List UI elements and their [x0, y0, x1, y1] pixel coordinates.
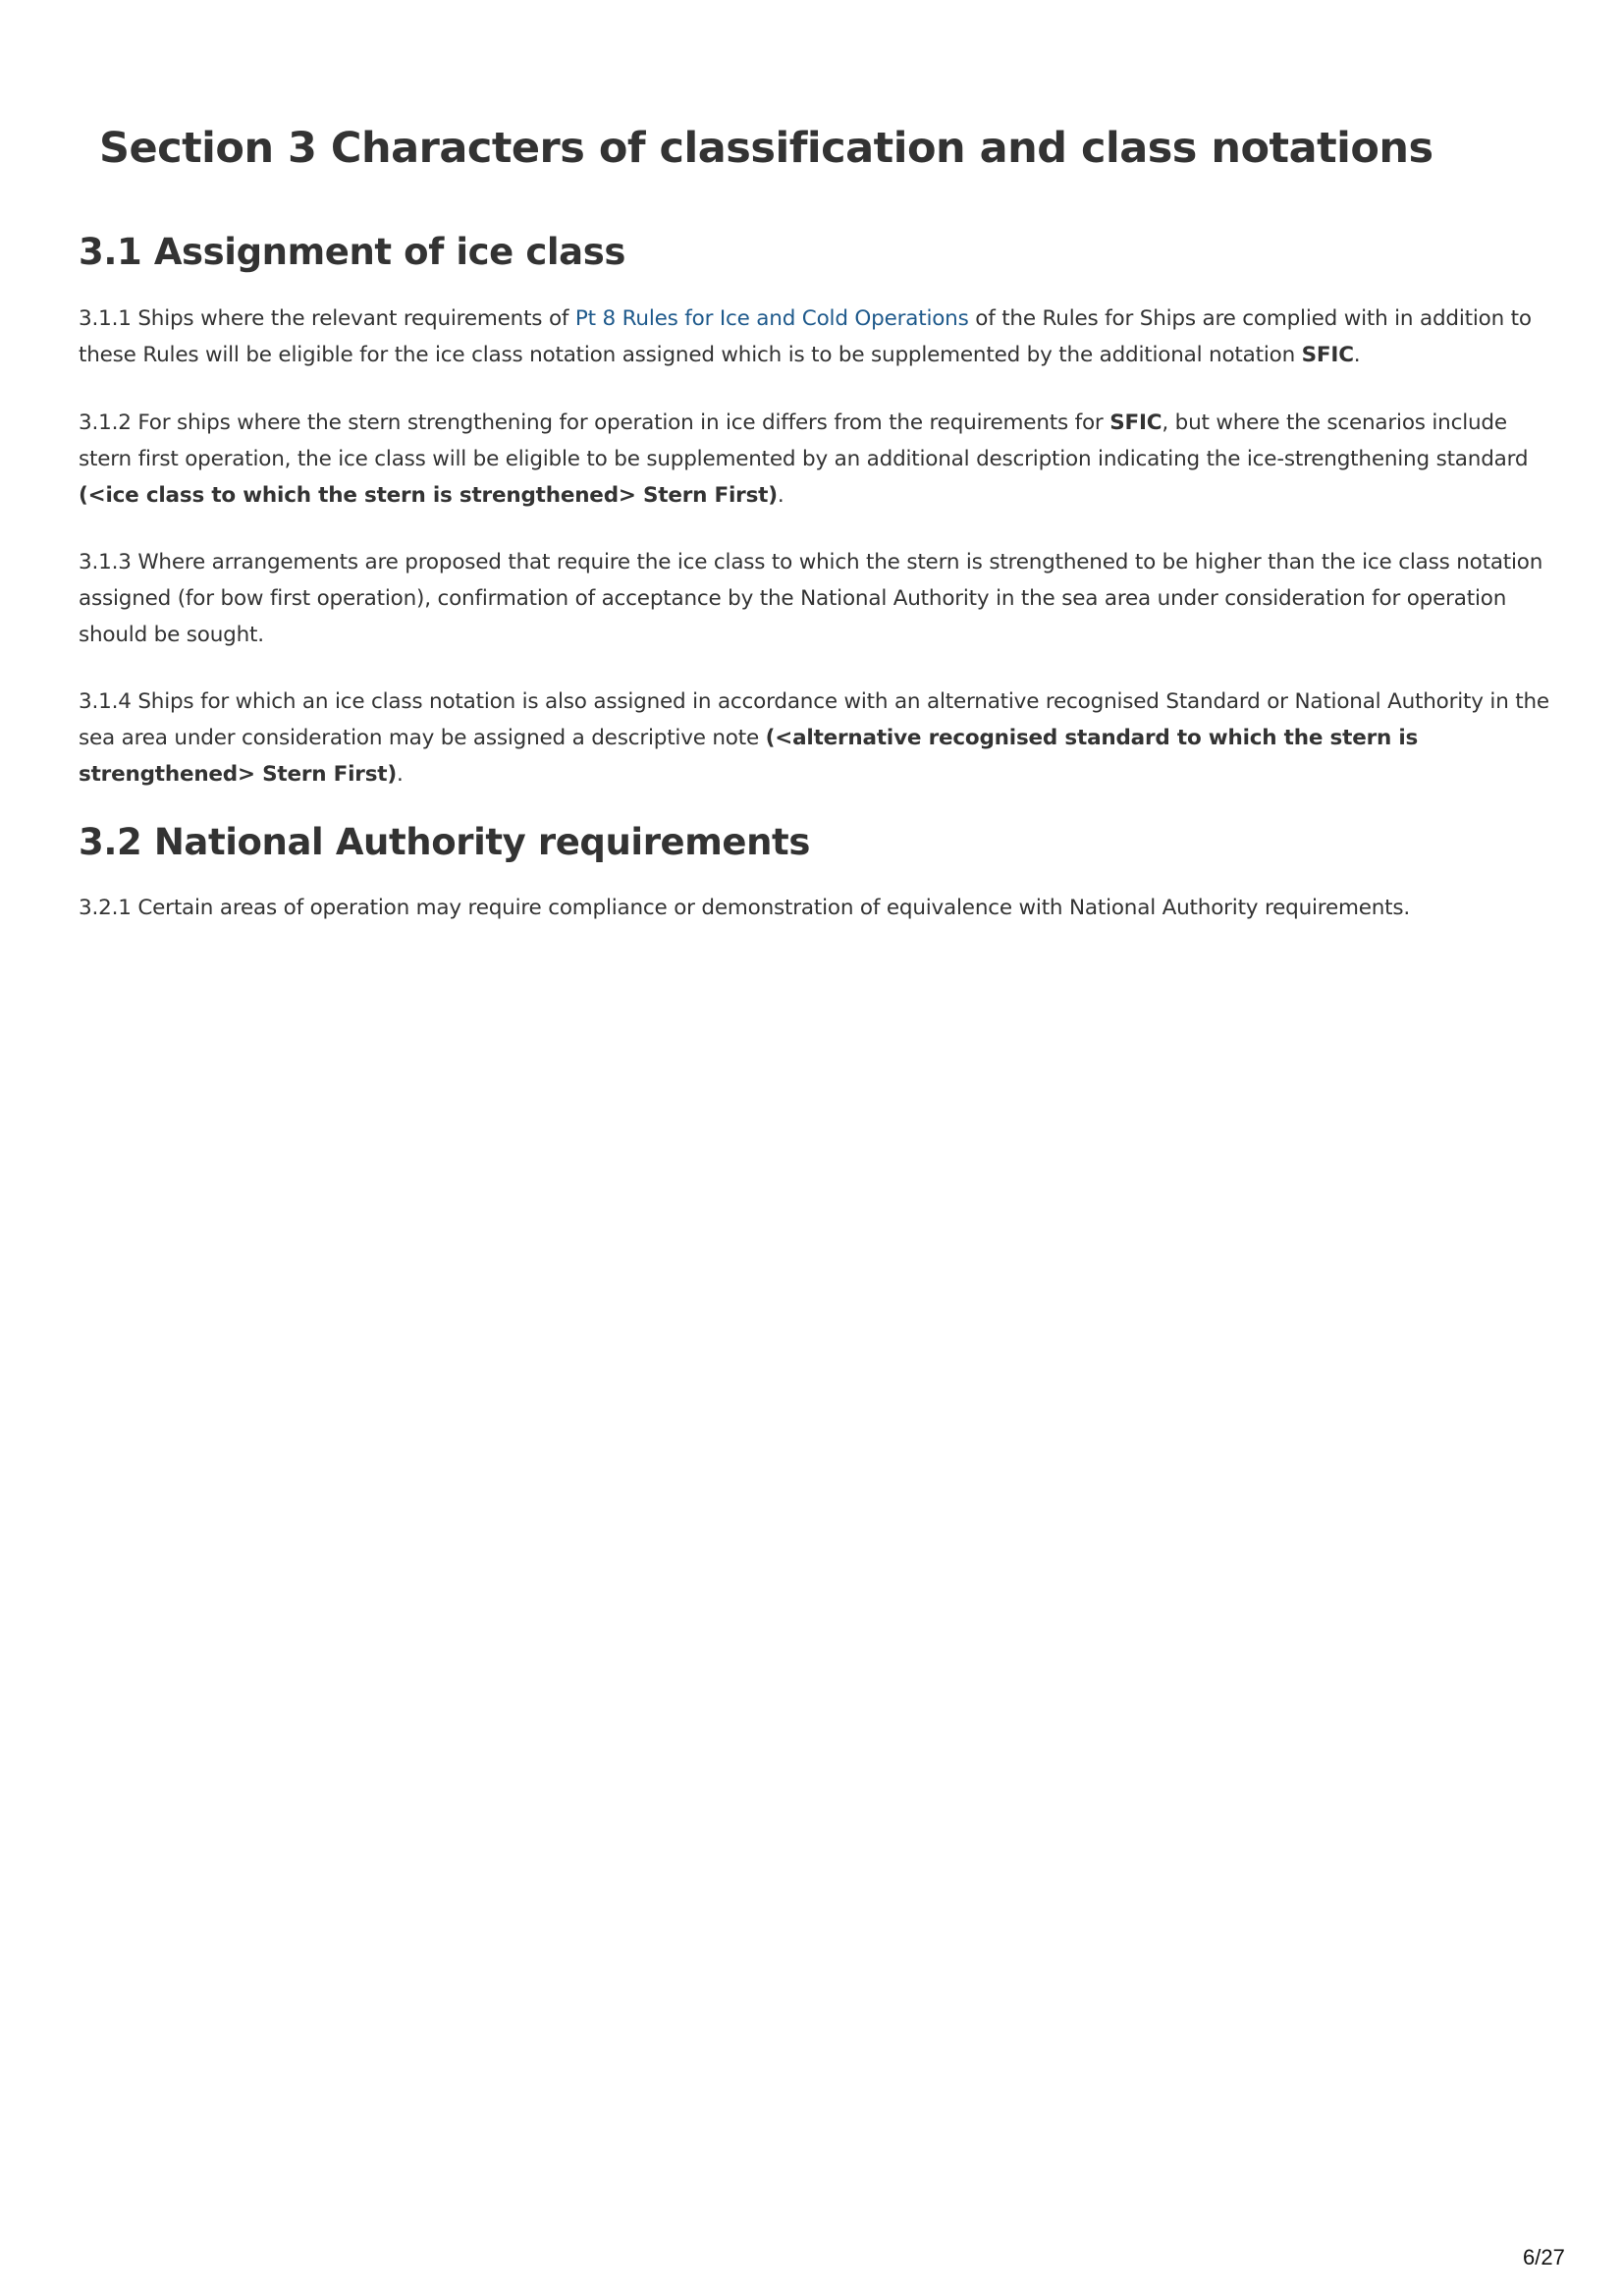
- paragraph-text: 3.1.4 Ships for which an ice class notation is also assigned in accordance with an alternative recognised Standard or National Authority in the sea area under consideration may be assigned a descriptive note: [79, 689, 1549, 750]
- paragraph-text: .: [397, 762, 404, 787]
- paragraph-text: .: [777, 483, 784, 508]
- paragraph-text: .: [1353, 343, 1361, 367]
- paragraph-3-1-4: [79, 683, 1551, 793]
- notation-sfic: SFIC: [1301, 343, 1354, 367]
- subsection-heading-3-2: 3.2 National Authority requirements: [79, 821, 810, 863]
- subsection-3-1-header: [79, 231, 1551, 273]
- page-number: 6/27: [1523, 2245, 1565, 2269]
- paragraph-text: 3.1.1 Ships where the relevant requirements of: [79, 306, 575, 331]
- rules-link[interactable]: Pt 8 Rules for Ice and Cold Operations: [574, 306, 969, 331]
- notation-sfic: SFIC: [1109, 410, 1162, 435]
- paragraph-3-2-1: 3.2.1 Certain areas of operation may require compliance or demonstration of equivalence with National Authority requirements.: [79, 896, 1411, 920]
- paragraph-text: 3.1.2 For ships where the stern strengthening for operation in ice differs from the requirements for: [79, 410, 1110, 435]
- paragraph-3-1-1-block: [79, 301, 1551, 373]
- notation-alternative-stern-first: (<alternative recognised standard to which the stern is strengthened> Stern First): [79, 726, 1419, 787]
- subsection-heading-3-1: 3.1 Assignment of ice class: [79, 231, 625, 273]
- paragraph-text: of the Rules for Ships are complied with in addition to these Rules will be eligible for the ice class notation assigned which is to be supplemented by the additional notation: [79, 306, 1532, 367]
- paragraph-3-1-2-block: [79, 405, 1551, 514]
- section-title: Section 3 Characters of classification and class notations: [99, 124, 1433, 173]
- paragraph-3-2-1-block: [79, 890, 1551, 926]
- paragraph-3-1-2: [79, 405, 1551, 514]
- paragraph-3-1-3: 3.1.3 Where arrangements are proposed that require the ice class to which the stern is strengthened to be higher than the ice class notation assigned (for bow first operation), confirmation of acceptance by the National Authority in the sea area under consideration for operation should be sought.: [79, 550, 1543, 647]
- notation-stern-first: (<ice class to which the stern is strengthened> Stern First): [79, 483, 778, 508]
- paragraph-3-1-3-block: [79, 544, 1551, 653]
- paragraph-3-1-4-block: [79, 683, 1551, 793]
- paragraph-3-1-1: [79, 301, 1551, 373]
- paragraph-text: , but where the scenarios include stern first operation, the ice class will be eligible to be supplemented by an additional description indicating the ice-strengthening standard: [79, 410, 1529, 471]
- subsection-3-2-header: [79, 821, 1551, 863]
